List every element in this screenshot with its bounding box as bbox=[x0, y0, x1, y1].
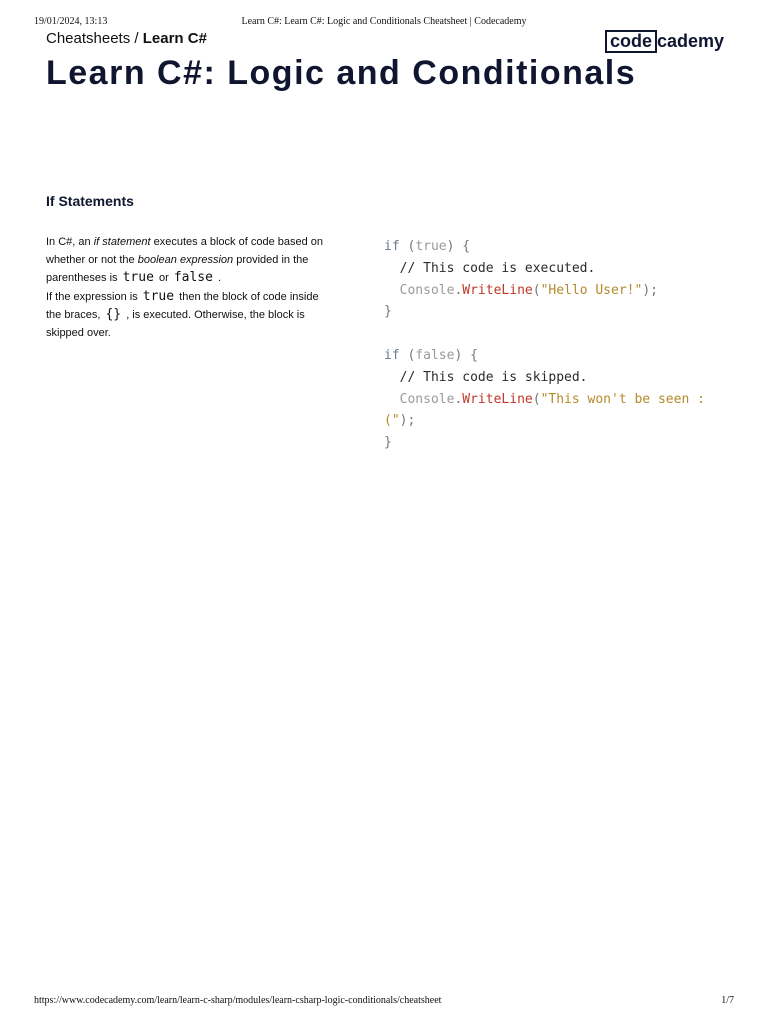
code-punctuation: } bbox=[384, 304, 392, 320]
logo-code-box: code bbox=[605, 30, 657, 53]
breadcrumb-separator: / bbox=[130, 30, 143, 47]
code-punctuation: ( bbox=[399, 239, 416, 254]
code-literal: false bbox=[415, 347, 455, 363]
code-string: "Hello User!" bbox=[540, 282, 643, 298]
code-class: Console bbox=[399, 282, 455, 298]
breadcrumb-cheatsheets-link[interactable]: Cheatsheets bbox=[46, 30, 131, 47]
code-indent bbox=[384, 283, 400, 298]
code-keyword: if bbox=[384, 239, 400, 254]
code-class: Console bbox=[399, 391, 455, 407]
code-indent bbox=[384, 370, 400, 385]
section-title: If Statements bbox=[46, 193, 134, 209]
print-date: 19/01/2024, 13:13 bbox=[34, 16, 108, 27]
code-punctuation: ( bbox=[399, 347, 416, 363]
code-string: (" bbox=[384, 413, 400, 429]
print-document-title: Learn C#: Learn C#: Logic and Conditionals Cheatsheet | Codecademy bbox=[241, 16, 527, 27]
page-title: Learn C#: Logic and Conditionals bbox=[46, 54, 637, 92]
code-punctuation: ); bbox=[642, 282, 658, 298]
code-line-6 bbox=[384, 348, 478, 363]
desc-text: In C#, an bbox=[46, 236, 94, 248]
desc-emphasis-boolean-expression: boolean expression bbox=[137, 253, 234, 266]
inline-code-false: false bbox=[173, 270, 213, 285]
desc-text: executes a block of code based on whether or not the bbox=[46, 236, 324, 266]
code-punctuation: ); bbox=[399, 413, 416, 429]
desc-text: or bbox=[155, 272, 172, 284]
code-punctuation: ) { bbox=[446, 239, 471, 254]
code-keyword: if bbox=[384, 347, 400, 363]
code-line-9 bbox=[384, 413, 415, 428]
print-header bbox=[34, 16, 734, 30]
code-indent bbox=[384, 261, 400, 276]
desc-text: . bbox=[214, 272, 222, 284]
code-line-3 bbox=[384, 283, 658, 298]
logo-cademy-text: cademy bbox=[657, 31, 725, 51]
code-punctuation: . bbox=[454, 391, 463, 407]
print-footer bbox=[34, 995, 734, 1009]
code-line-8 bbox=[384, 392, 705, 407]
desc-emphasis-if-statement: if statement bbox=[93, 236, 151, 248]
code-method: WriteLine bbox=[462, 391, 533, 407]
code-literal: true bbox=[415, 239, 447, 254]
code-string: "This won't be seen : bbox=[540, 391, 705, 407]
breadcrumb bbox=[46, 30, 207, 47]
code-line-4 bbox=[384, 304, 392, 319]
code-punctuation: ) { bbox=[454, 347, 478, 363]
inline-code-true: true bbox=[122, 270, 154, 285]
code-indent bbox=[384, 392, 400, 407]
code-comment: // This code is skipped. bbox=[399, 369, 588, 385]
inline-code-true: true bbox=[142, 288, 175, 304]
print-page-number: 1/7 bbox=[721, 995, 734, 1006]
desc-text: then the block of code inside the braces, bbox=[46, 290, 319, 321]
print-url: https://www.codecademy.com/learn/learn-c-sharp/modules/learn-csharp-logic-conditionals/cheatsheet bbox=[34, 995, 442, 1006]
code-punctuation: . bbox=[454, 282, 463, 298]
code-comment: // This code is executed. bbox=[399, 260, 596, 276]
description-paragraph-1 bbox=[46, 234, 336, 288]
desc-text: provided in the parentheses is bbox=[46, 253, 309, 284]
codecademy-logo[interactable] bbox=[605, 29, 724, 53]
desc-text: , is executed. Otherwise, the block is skipped over. bbox=[46, 309, 305, 339]
code-punctuation: ( bbox=[532, 282, 541, 298]
code-punctuation: ( bbox=[532, 391, 541, 407]
code-punctuation: } bbox=[384, 435, 392, 451]
description-paragraph-2 bbox=[46, 288, 336, 343]
code-example bbox=[384, 236, 705, 454]
code-line-10 bbox=[384, 435, 392, 450]
code-line-1 bbox=[384, 239, 470, 254]
inline-code-braces: {} bbox=[105, 307, 122, 322]
code-line-2 bbox=[384, 261, 595, 276]
code-line-7 bbox=[384, 370, 588, 385]
breadcrumb-current-link[interactable]: Learn C# bbox=[142, 30, 207, 47]
code-method: WriteLine bbox=[462, 282, 533, 298]
section-description bbox=[46, 234, 336, 342]
desc-text: If the expression is bbox=[46, 290, 141, 303]
